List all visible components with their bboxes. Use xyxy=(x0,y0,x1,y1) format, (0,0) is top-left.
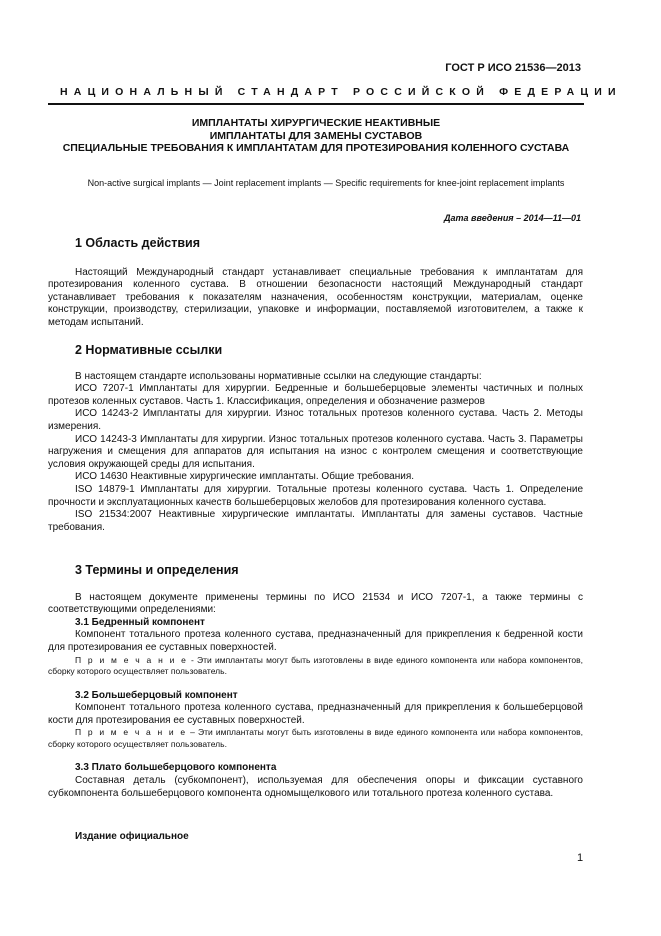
header-rule xyxy=(48,103,584,105)
official-edition-label: Издание официальное xyxy=(75,831,189,842)
title-line-3: СПЕЦИАЛЬНЫЕ ТРЕБОВАНИЯ К ИМПЛАНТАТАМ ДЛЯ ПРОТЕЗИРОВАНИЯ КОЛЕННОГО СУСТАВА xyxy=(62,142,570,155)
note-label: П р и м е ч а н и е xyxy=(75,727,187,738)
normative-reference: ИСО 14630 Неактивные хирургические имплантаты. Общие требования. xyxy=(75,471,415,483)
term-3-1-definition: Компонент тотального протеза коленного сустава, предназначенный для прикрепления к бедренной кости для протезирования ее суставных поверхностей. xyxy=(48,629,583,653)
term-3-1-note xyxy=(48,655,583,678)
term-3-2-definition: Компонент тотального протеза коленного сустава, предназначенный для прикрепления к большеберцовой кости для протезирования ее суставных поверхностей. xyxy=(48,702,583,726)
english-title: Non-active surgical implants — Joint replacement implants — Specific requirements for knee-joint replacement implants xyxy=(87,178,565,188)
section-1-heading: 1 Область действия xyxy=(75,236,200,250)
note-text: – Эти имплантаты могут быть изготовлены в виде единого компонента или набора компонентов, сборку которого осуществляет пользователь. xyxy=(48,727,584,749)
section-2 xyxy=(48,344,583,534)
section-3-heading: 3 Термины и определения xyxy=(75,563,239,577)
section-1-text: Настоящий Международный стандарт устанавливает специальные требования к имплантатам для протезирования коленного сустава. В отношении безопасности настоящий Международный стандарт устанавливает требования к показателям назначения, особенностям конструкции, материалам, оценке конструкции, производству, стерилизации, упаковке и информации, поставляемой изготовителем, а также к методам испытаний. xyxy=(48,266,583,328)
normative-reference: ИСО 14243-2 Имплантаты для хирургии. Износ тотальных протезов коленного сустава. Часть 2. Методы измерения. xyxy=(48,408,583,432)
term-3-1-title: 3.1 Бедренный компонент xyxy=(75,616,205,628)
national-standard-banner: НАЦИОНАЛЬНЫЙ СТАНДАРТ РОССИЙСКОЙ ФЕДЕРАЦИИ xyxy=(60,86,622,98)
normative-reference: ИСО 7207-1 Имплантаты для хирургии. Бедренные и большеберцовые элементы частичных и полных протезов коленных суставов. Часть 1. Классификация, определения и обозначение размеров xyxy=(48,383,583,407)
section-3 xyxy=(48,564,583,800)
note-label: П р и м е ч а н и е xyxy=(75,654,188,665)
normative-reference: ISO 21534:2007 Неактивные хирургические имплантаты. Имплантаты для замены суставов. Частные требования. xyxy=(48,509,583,533)
document-title-block xyxy=(60,117,572,155)
section-2-intro: В настоящем стандарте использованы нормативные ссылки на следующие стандарты: xyxy=(75,370,482,382)
normative-reference: ISO 14879-1 Имплантаты для хирургии. Тотальные протезы коленного сустава. Часть 1. Определение прочности и эксплуатационных качеств большеберцовых желобов для протезирования коленного сустава. xyxy=(48,483,583,508)
normative-reference: ИСО 14243-3 Имплантаты для хирургии. Износ тотальных протезов коленного сустава. Часть 3. Параметры нагружения и смещения для аппаратов для испытания на износ с контролем смещения и соответствующие условия окружающей среды для испытания. xyxy=(48,433,583,470)
term-3-2-title: 3.2 Большеберцовый компонент xyxy=(75,689,238,701)
standard-number: ГОСТ Р ИСО 21536—2013 xyxy=(445,62,581,74)
section-3-intro: В настоящем документе применены термины по ИСО 21534 и ИСО 7207-1, а также термины с соответствующими определениями: xyxy=(48,591,583,616)
section-1 xyxy=(48,237,583,330)
section-2-heading: 2 Нормативные ссылки xyxy=(75,343,223,357)
title-line-2: ИМПЛАНТАТЫ ДЛЯ ЗАМЕНЫ СУСТАВОВ xyxy=(209,129,423,142)
title-line-1: ИМПЛАНТАТЫ ХИРУРГИЧЕСКИЕ НЕАКТИВНЫЕ xyxy=(191,117,441,129)
term-3-3-title: 3.3 Плато большеберцового компонента xyxy=(75,762,277,774)
note-text: - Эти имплантаты могут быть изготовлены в виде единого компонента или набора компонентов, сборку которого осуществляет пользователь. xyxy=(48,654,583,677)
term-3-2-note xyxy=(48,727,583,750)
page-number: 1 xyxy=(577,852,584,864)
introduction-date: Дата введения – 2014—11—01 xyxy=(444,213,581,223)
term-3-3-definition: Составная деталь (субкомпонент), используемая для обеспечения опоры и фиксации суставного субкомпонента большеберцового компонента одномыщелкового или тотального протеза коленного сустава. xyxy=(48,774,583,799)
